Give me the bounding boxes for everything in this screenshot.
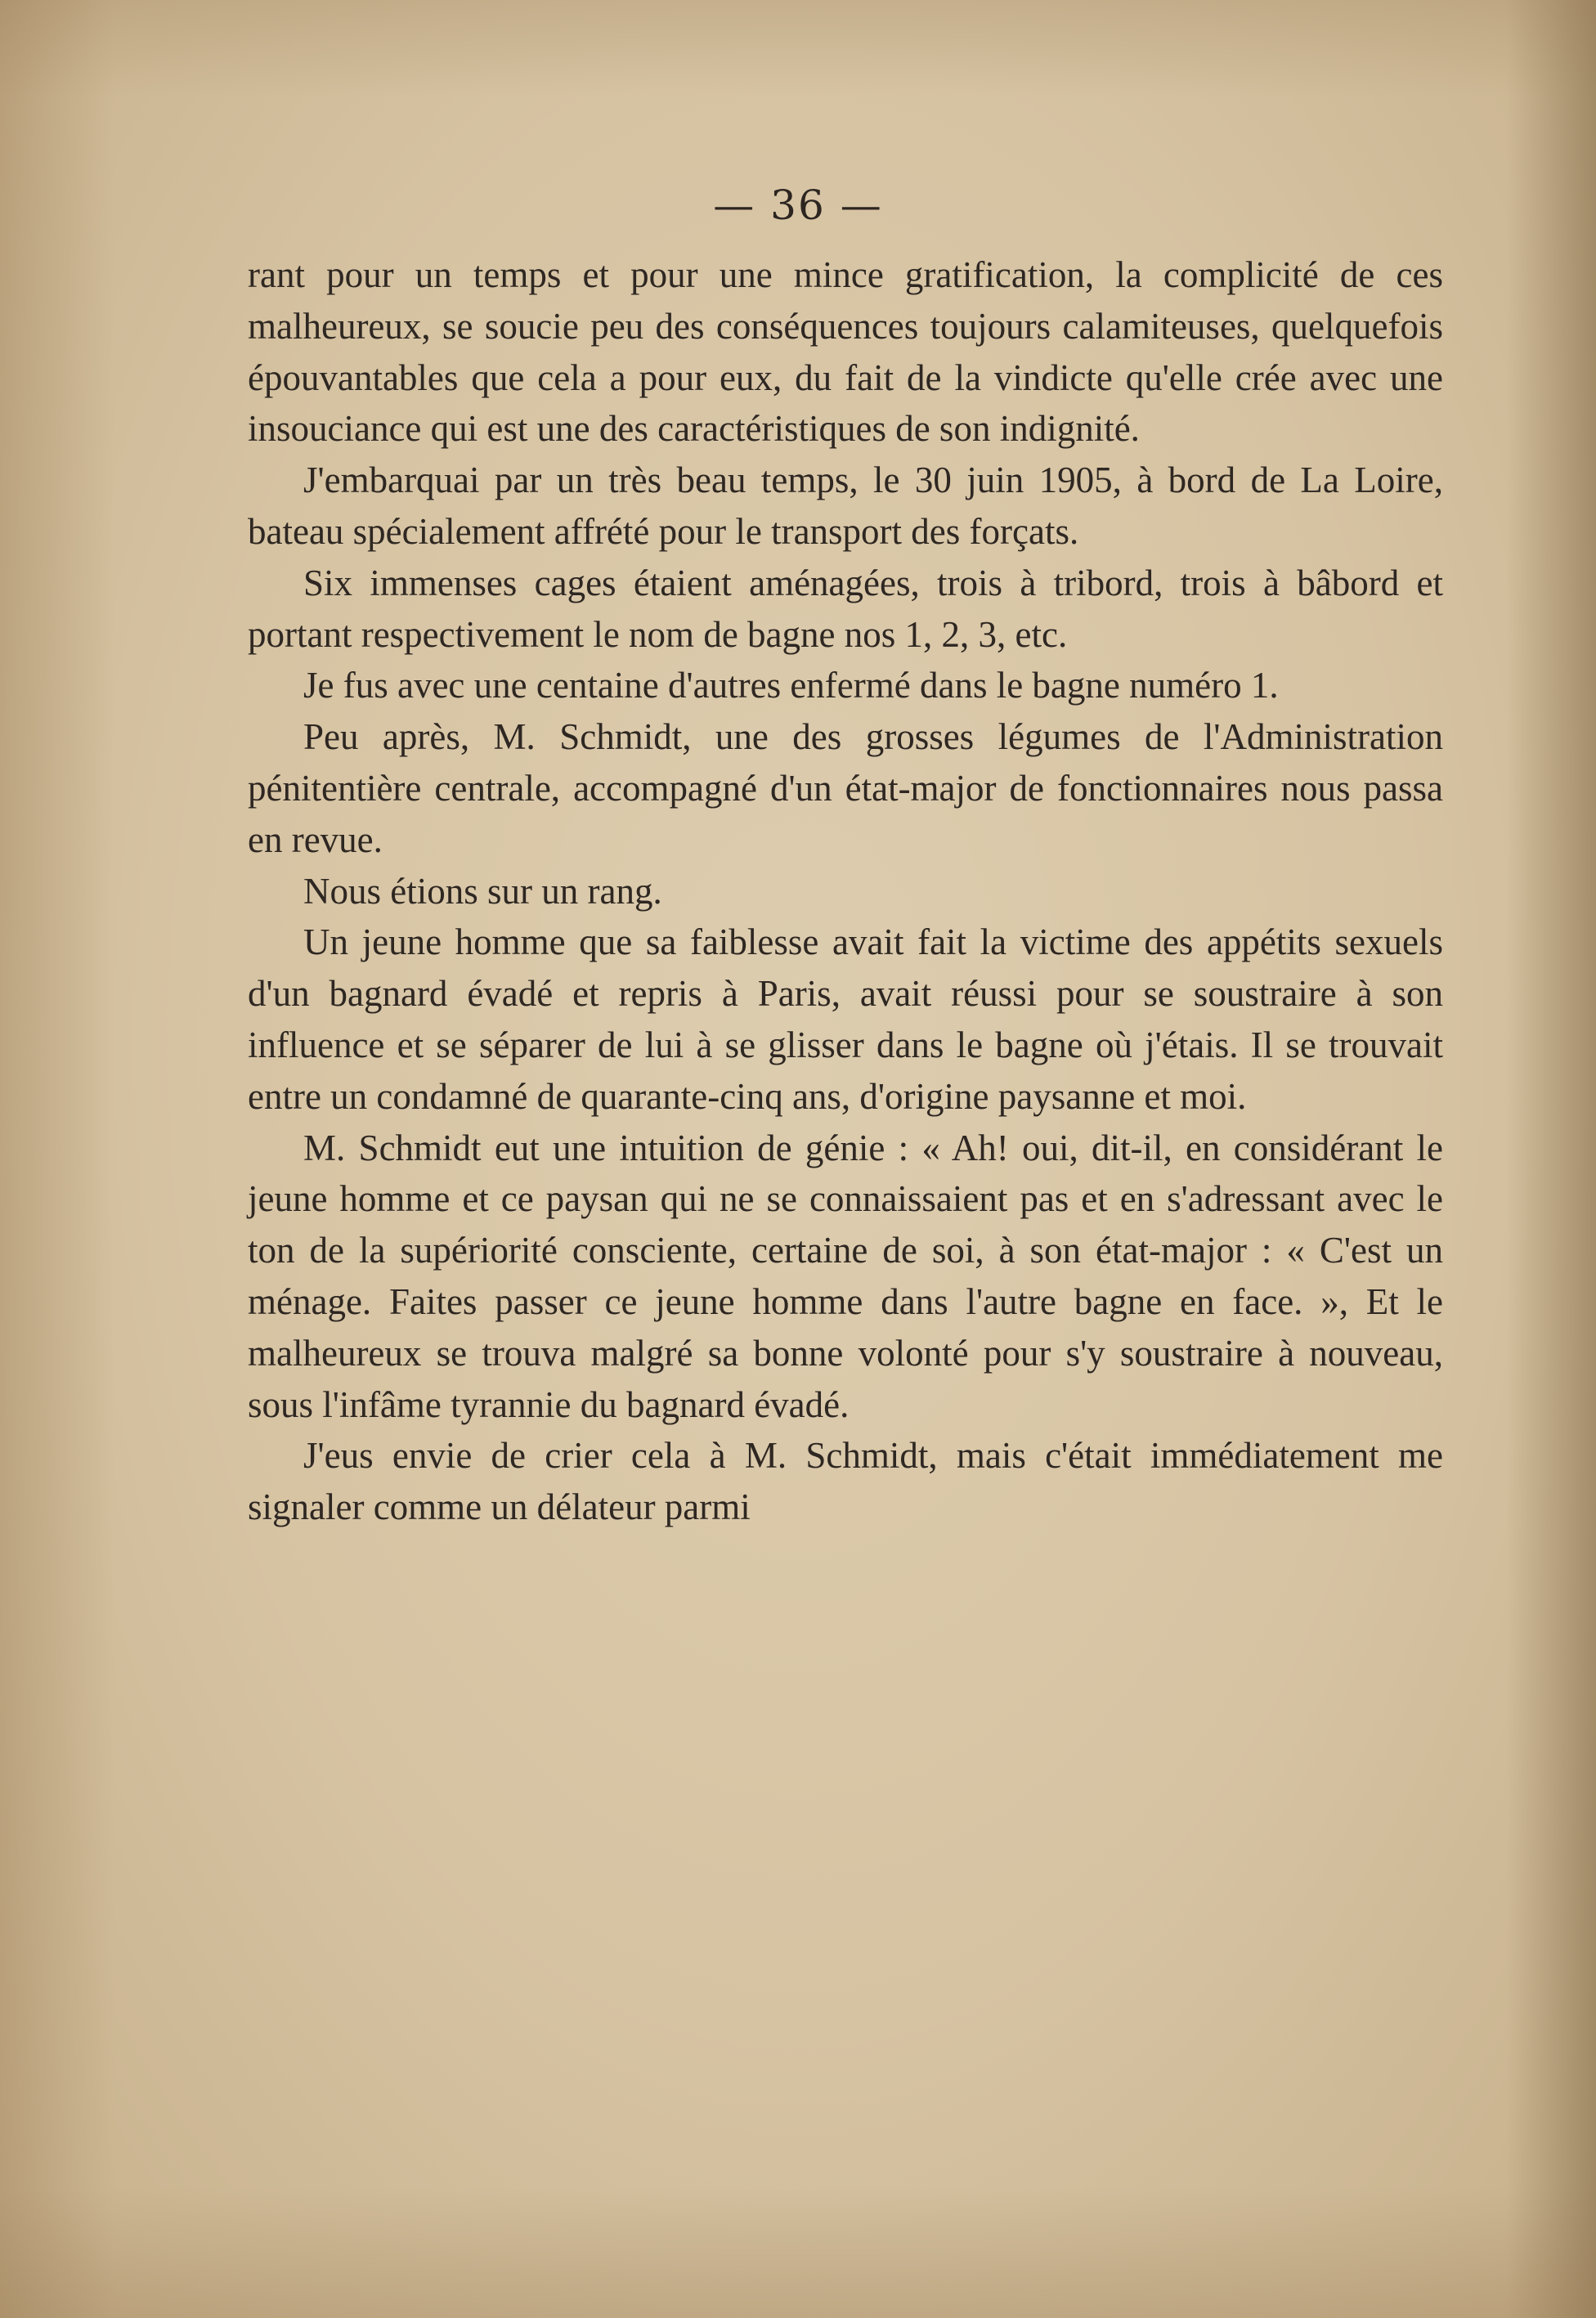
paragraph: Peu après, M. Schmidt, une des grosses légumes de l'Administration pénitentière centrale, accompagné d'un état-major de fonctionnaires nous passa en revue. xyxy=(248,716,1443,860)
paragraph: J'embarquai par un très beau temps, le 30 juin 1905, à bord de La Loire, bateau spécialement affrété pour le transport des forçats. xyxy=(248,460,1443,552)
paragraph: Je fus avec une centaine d'autres enfermé dans le bagne numéro 1. xyxy=(303,665,1279,706)
paragraph-continued: rant pour un temps et pour une mince gratification, la complicité de ces malheureux, se soucie peu des conséquences toujours calamiteuses, quelquefois épouvantables que cela a pour eux, du fait de la vindicte qu'elle crée avec une insouciance qui est une des caractéristiques de son indignité. xyxy=(248,254,1443,450)
body-text xyxy=(248,249,1443,1533)
page-number: — 36 — xyxy=(713,182,883,229)
page-edge-shadow-bottom xyxy=(0,2187,1596,2318)
page-edge-shadow-left xyxy=(0,0,114,2318)
paragraph: Nous étions sur un rang. xyxy=(303,870,662,912)
paragraph: Six immenses cages étaient aménagées, trois à tribord, trois à bâbord et portant respectivement le nom de bagne nos 1, 2, 3, etc. xyxy=(248,562,1443,655)
paragraph: J'eus envie de crier cela à M. Schmidt, mais c'était immédiatement me signaler comme un délateur parmi xyxy=(248,1435,1443,1528)
page-edge-shadow-top xyxy=(0,0,1596,98)
paragraph: M. Schmidt eut une intuition de génie : « Ah! oui, dit-il, en considérant le jeune homme et ce paysan qui ne se connaissaient pas et en s'adressant avec le ton de la supériorité consciente, certaine de soi, à son état-major : « C'est un ménage. Faites passer ce jeune homme dans l'autre bagne en face. », Et le malheureux se trouva malgré sa bonne volonté pour s'y soustraire à nouveau, sous l'infâme tyrannie du bagnard évadé. xyxy=(248,1127,1443,1425)
page-edge-shadow-right xyxy=(1506,0,1596,2318)
paragraph: Un jeune homme que sa faiblesse avait fait la victime des appétits sexuels d'un bagnard évadé et repris à Paris, avait réussi pour se soustraire à son influence et se séparer de lui à se glisser dans le bagne où j'étais. Il se trouvait entre un condamné de quarante-cinq ans, d'origine paysanne et moi. xyxy=(248,921,1443,1117)
